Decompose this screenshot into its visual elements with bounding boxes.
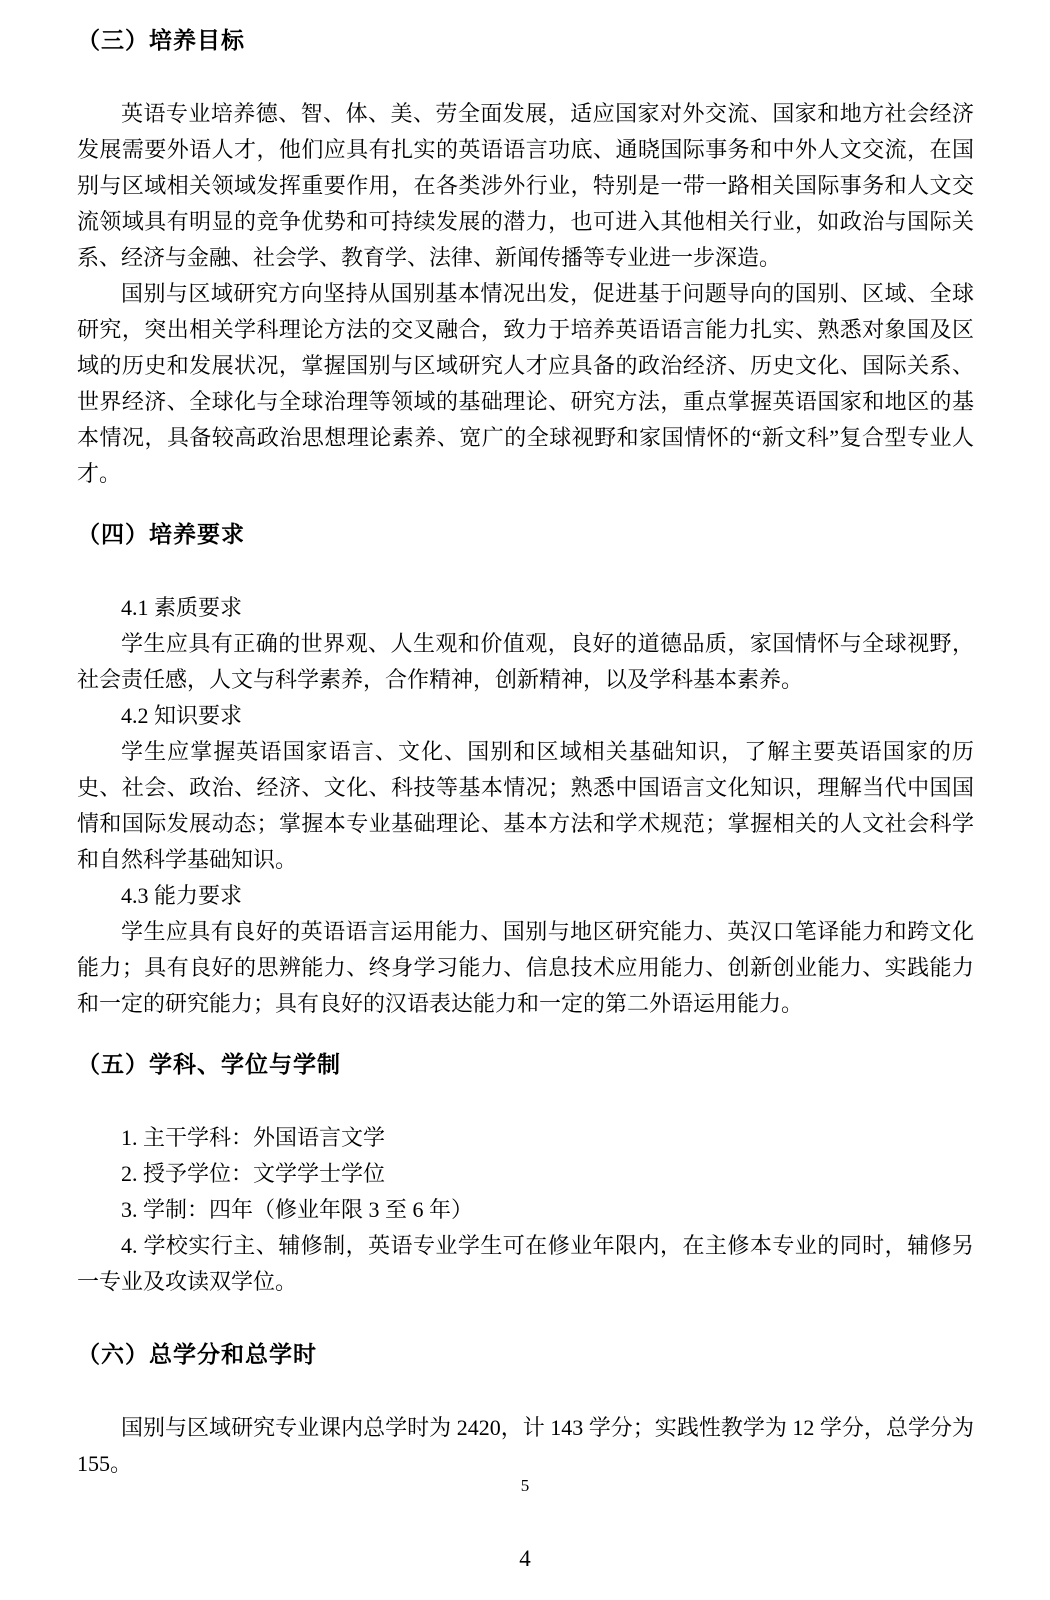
subsection-title-ability: 4.3 能力要求 (121, 883, 243, 908)
section-heading-training-objectives: （三）培养目标 (77, 28, 245, 54)
paragraph-total-credits: 国别与区域研究专业课内总学时为 2420，计 143 学分；实践性教学为 12 学分，总学分为 155。 (77, 1415, 974, 1476)
list-item-major-discipline: 1. 主干学科：外国语言文学 (121, 1125, 386, 1150)
subsection-title-knowledge: 4.2 知识要求 (121, 703, 243, 728)
paragraph-quality-requirements: 学生应具有正确的世界观、人生观和价值观，良好的道德品质，家国情怀与全球视野，社会责任感，人文与科学素养，合作精神，创新精神，以及学科基本素养。 (77, 631, 974, 692)
list-item-degree-awarded: 2. 授予学位：文学学士学位 (121, 1161, 386, 1186)
subsection-title-quality: 4.1 素质要求 (121, 595, 243, 620)
section-discipline-degree-duration (77, 1050, 974, 1300)
section-heading-discipline-degree-duration: （五）学科、学位与学制 (77, 1052, 341, 1078)
section-heading-training-requirements: （四）培养要求 (77, 522, 245, 548)
paragraph-objectives-2: 国别与区域研究方向坚持从国别基本情况出发，促进基于问题导向的国别、区域、全球研究，突出相关学科理论方法的交叉融合，致力于培养英语语言能力扎实、熟悉对象国及区域的历史和发展状况，掌握国别与区域研究人才应具备的政治经济、历史文化、国际关系、世界经济、全球化与全球治理等领域的基础理论、研究方法，重点掌握英语国家和地区的基本情况，具备较高政治思想理论素养、宽广的全球视野和家国情怀的“新文科”复合型专业人才。 (77, 281, 974, 486)
section-total-credits-hours (77, 1340, 974, 1482)
paragraph-ability-requirements: 学生应具有良好的英语语言运用能力、国别与地区研究能力、英汉口笔译能力和跨文化能力；具有良好的思辨能力、终身学习能力、信息技术应用能力、创新创业能力、实践能力和一定的研究能力；具有良好的汉语表达能力和一定的第二外语运用能力。 (77, 919, 974, 1016)
paragraph-objectives-1: 英语专业培养德、智、体、美、劳全面发展，适应国家对外交流、国家和地方社会经济发展需要外语人才，他们应具有扎实的英语语言功底、通晓国际事务和中外人文交流，在国别与区域相关领域发挥重要作用，在各类涉外行业，特别是一带一路相关国际事务和人文交流领域具有明显的竞争优势和可持续发展的潜力，也可进入其他相关行业，如政治与国际关系、经济与金融、社会学、教育学、法律、新闻传播等专业进一步深造。 (77, 101, 974, 270)
paragraph-knowledge-requirements: 学生应掌握英语国家语言、文化、国别和区域相关基础知识，了解主要英语国家的历史、社会、政治、经济、文化、科技等基本情况；熟悉中国语言文化知识，理解当代中国国情和国际发展动态；掌握本专业基础理论、基本方法和学术规范；掌握相关的人文社会科学和自然科学基础知识。 (77, 739, 974, 872)
list-item-schooling-duration: 3. 学制：四年（修业年限 3 至 6 年） (121, 1197, 474, 1222)
section-training-objectives (77, 26, 974, 492)
list-item-minor-double-degree: 4. 学校实行主、辅修制，英语专业学生可在修业年限内，在主修本专业的同时，辅修另一专业及攻读双学位。 (77, 1233, 974, 1294)
inner-page-number: 5 (520, 1476, 530, 1495)
page-number: 4 (519, 1546, 531, 1571)
section-heading-total-credits-hours: （六）总学分和总学时 (77, 1342, 317, 1368)
section-training-requirements (77, 520, 974, 1022)
